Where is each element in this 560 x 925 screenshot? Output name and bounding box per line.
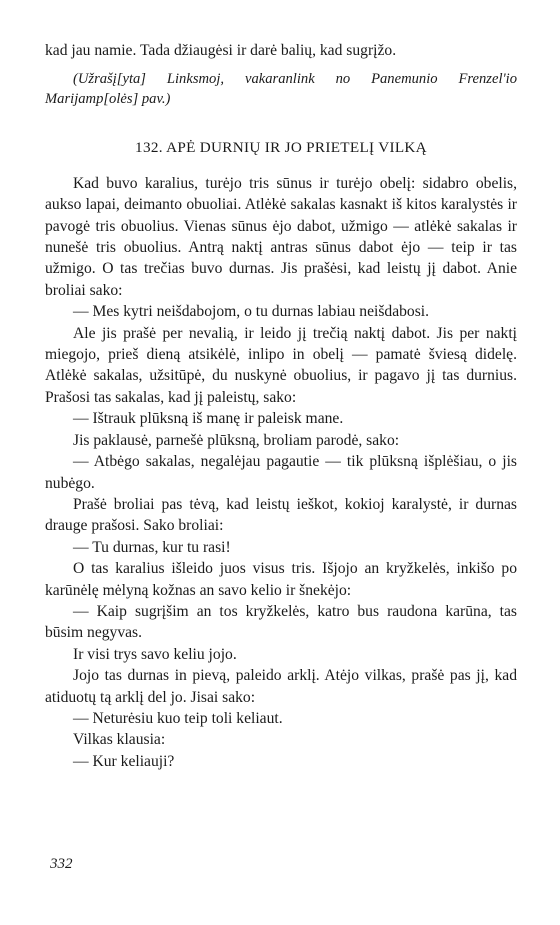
dialogue-line: — Kur keliauji? (73, 752, 175, 770)
paragraph: O tas karalius išleido juos visus tris. Išjojo an kryžkelės, inkišo po karūnėlę mėlyną kožnas an savo kelio ir šnekėjo: (45, 560, 517, 599)
paragraph: Ir visi trys savo keliu jojo. (73, 645, 237, 663)
dialogue-line: — Atbėgo sakalas, negalėjau pagautie — tik plūksną išplėšiau, o jis nubėgo. (45, 453, 517, 492)
dialogue-line: — Tu durnas, kur tu rasi! (73, 538, 231, 556)
dialogue-line: — Mes kytri neišdabojom, o tu durnas labiau neišdabosi. (73, 303, 430, 321)
paragraph: Vilkas klausia: (73, 731, 166, 749)
paragraph: Ale jis prašė per nevalią, ir leido jį trečią naktį dabot. Jis per naktį miegojo, prieš dieną atsikėlė, inlipo in obelį — pamatė šviesą didelę. Atlėkė sakalas, užsitūpė, du nuskynė obuolius, ir pagavo jį tas durnius. Prašosi tas sakalas, kad jį paleistų, sako: (45, 324, 517, 406)
page-content (45, 40, 517, 772)
paragraph: Jojo tas durnas in pievą, paleido arklį. Atėjo vilkas, prašė pas jį, kad atiduotų tą arklį del jo. Jisai sako: (45, 667, 517, 706)
opening-text: kad jau namie. Tada džiaugėsi ir darė balių, kad sugrįžo. (45, 42, 397, 59)
dialogue-line: — Ištrauk plūksną iš manę ir paleisk mane. (73, 410, 344, 428)
tale-heading: 132. APĖ DURNIŲ IR JO PRIETELĮ VILKĄ (135, 139, 427, 157)
source-note: (Užrašį[yta] Linksmoj, vakaranlink no Panemunio Frenzel'io Marijamp[olės] pav.) (45, 71, 517, 108)
page-number: 332 (50, 856, 73, 872)
dialogue-line: — Neturėsiu kuo teip toli keliaut. (73, 709, 283, 727)
paragraph: Jis paklausė, parnešė plūksną, broliam parodė, sako: (73, 431, 400, 449)
paragraph: Kad buvo karalius, turėjo tris sūnus ir turėjo obelį: sidabro obelis, aukso lapai, deimanto obuoliai. Atlėkė sakalas kasnakt iš kitos karalystės ir pavogė tris obuolius. Vienas sūnus ėjo dabot, užmigo — atlėkė sakalas ir nunešė tris obuolius. Antrą naktį antras sūnus dabot ėjo — teip ir tas užmigo. O tas trečias buvo durnas. Jis prašėsi, kad leistų jį dabot. Anie broliai sako: (45, 174, 517, 299)
paragraph: Prašė broliai pas tėvą, kad leistų ieškot, kokioj karalystė, ir durnas drauge prašosi. Sako broliai: (45, 495, 517, 535)
dialogue-line: — Kaip sugrįšim an tos kryžkelės, katro bus raudona karūna, tas būsim negyvas. (45, 602, 517, 642)
